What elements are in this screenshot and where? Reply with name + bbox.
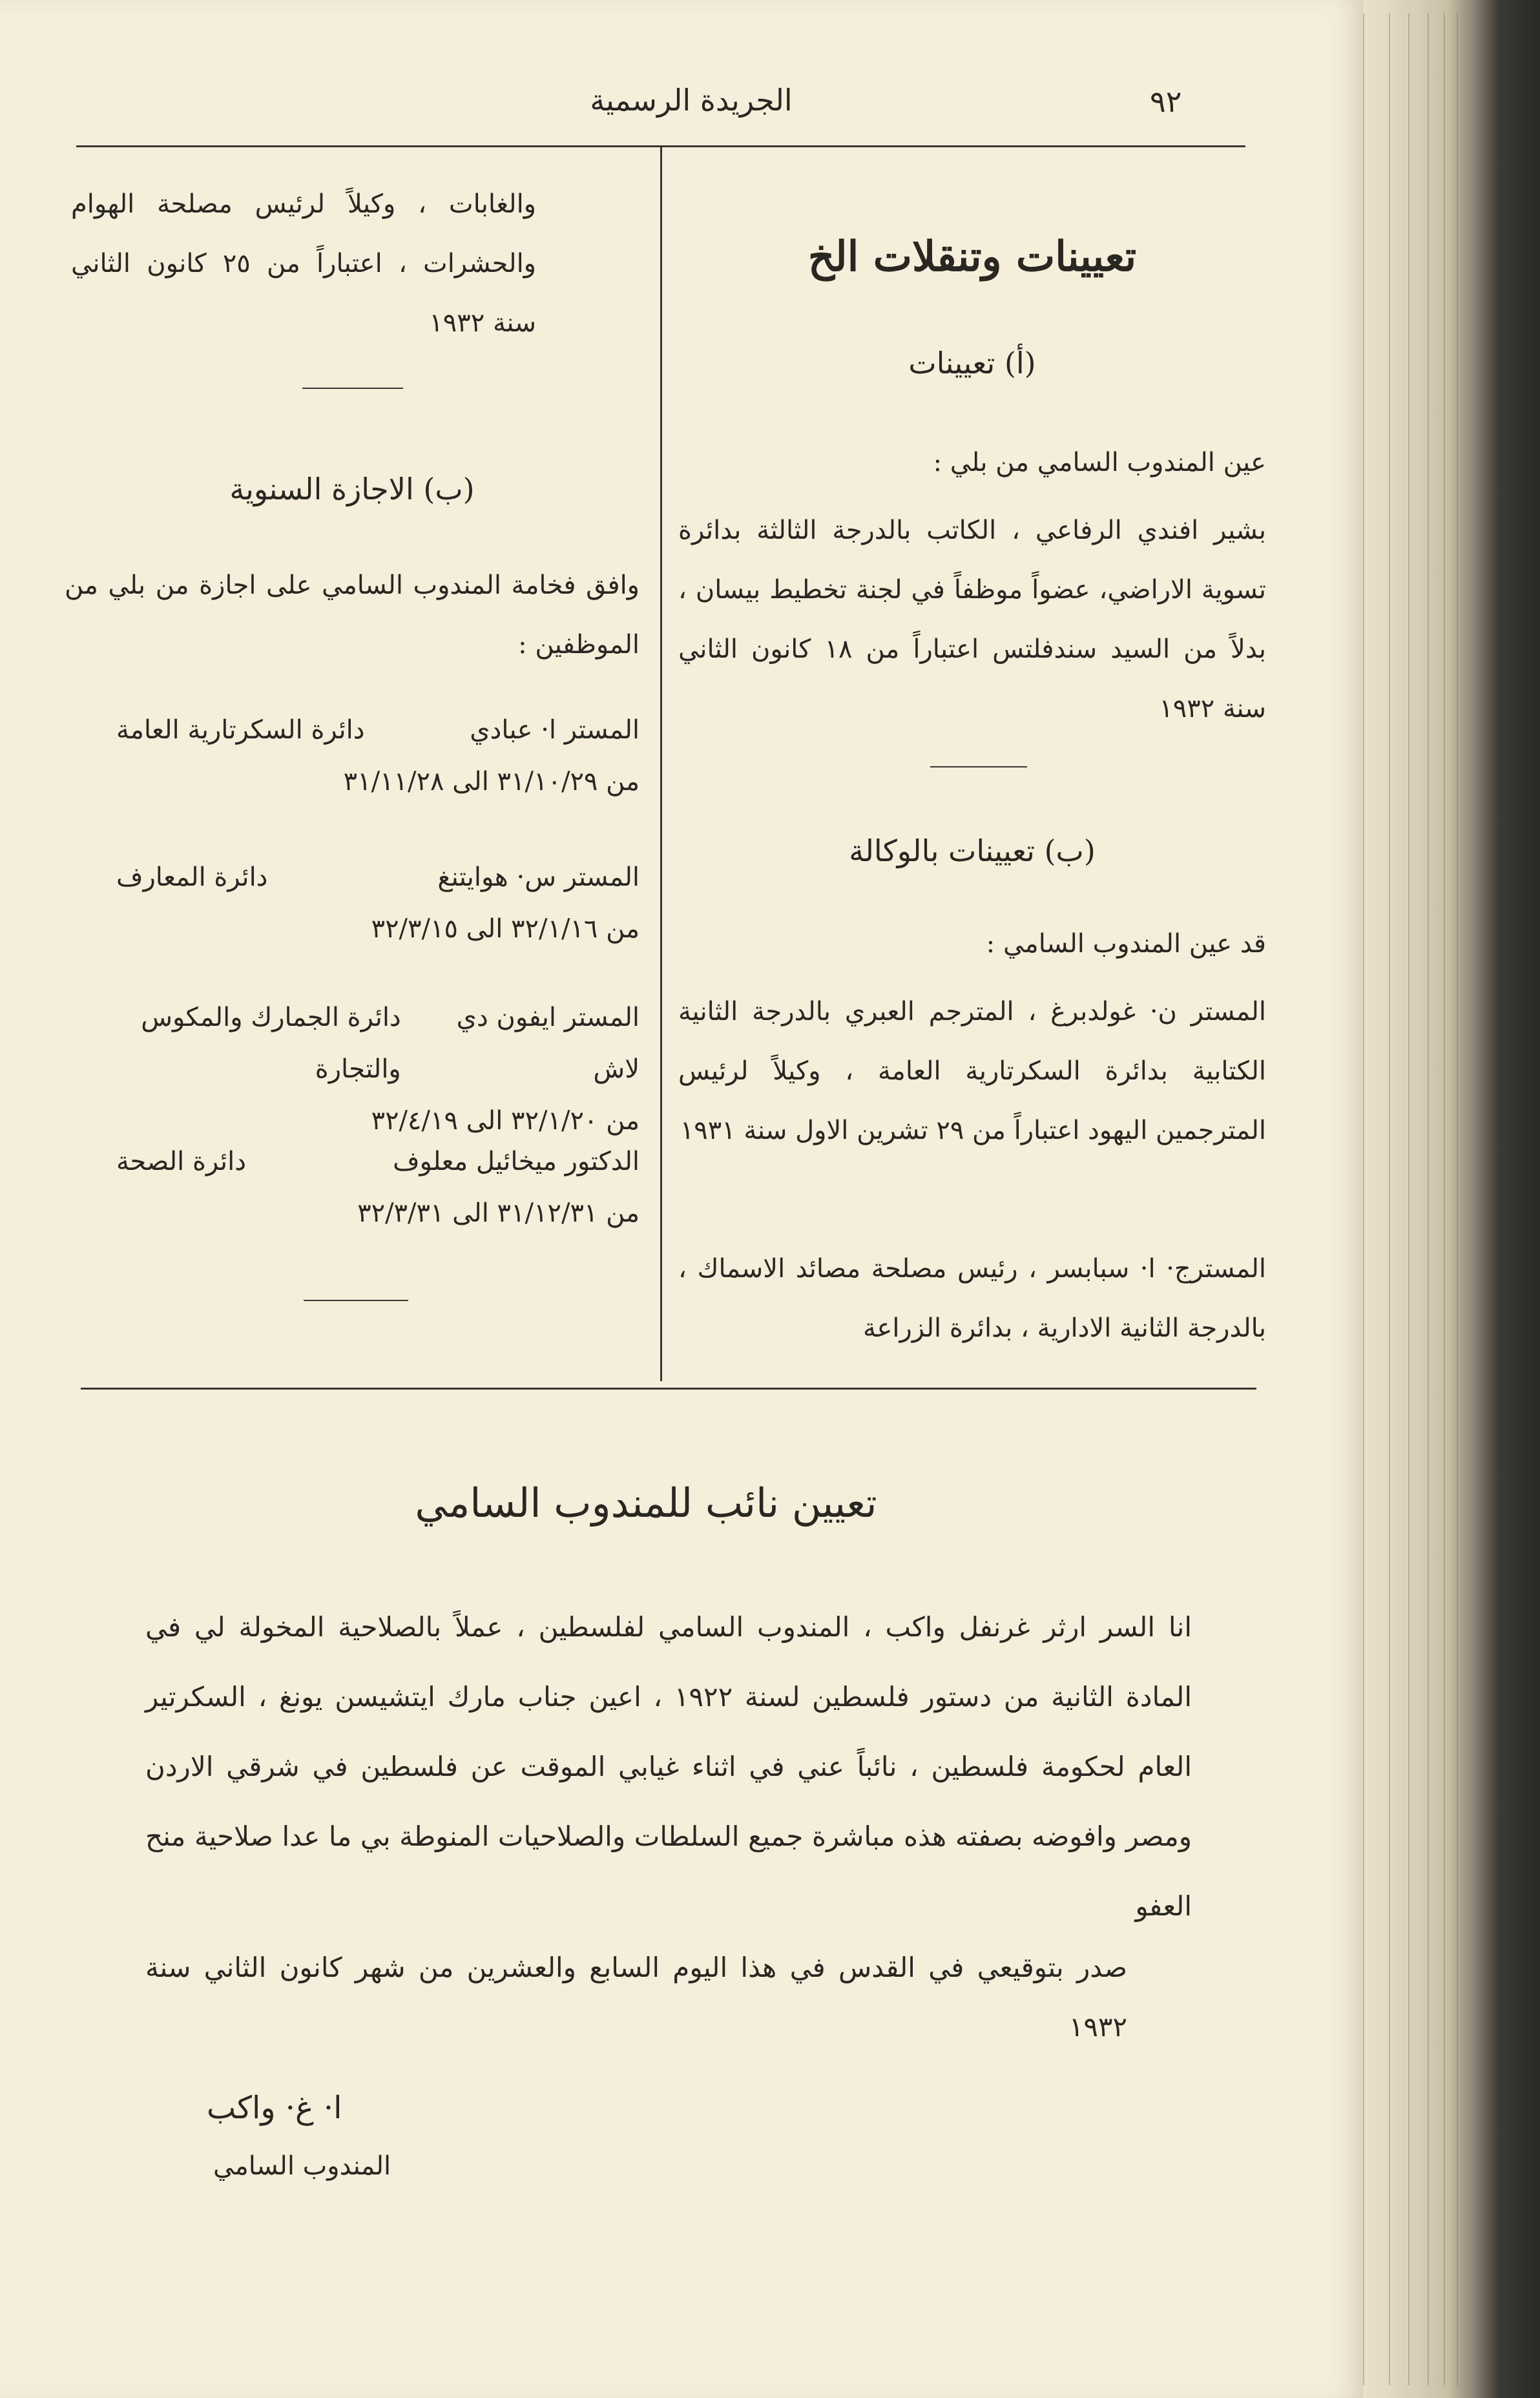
leave-department: دائرة الجمارك والمكوس والتجارة xyxy=(141,1003,401,1084)
leave-dates: من ٣١/١٠/٢٩ الى ٣١/١١/٢٨ xyxy=(343,767,640,797)
separator xyxy=(930,766,1027,767)
deputy-title: تعيين نائب للمندوب السامي xyxy=(415,1479,877,1527)
section-a-body: بشير افندي الرفاعي ، الكاتب بالدرجة الثالثة بدائرة تسوية الاراضي، عضواً موظفاً في لجنة تخطيط بيسان ، بدلاً من السيد سندفلتس اعتباراً من ١٨ كانون الثاني سنة ١٩٣٢ xyxy=(678,516,1266,724)
leave-person-name: الدكتور ميخائيل معلوف xyxy=(393,1147,640,1176)
dated-line: صدر بتوقيعي في القدس في هذا اليوم السابع والعشرين من شهر كانون الثاني سنة ١٩٣٢ xyxy=(145,1952,1127,2043)
leave-dates: من ٣٢/١/٢٠ الى ٣٢/٤/١٩ xyxy=(371,1106,640,1136)
leave-entry xyxy=(65,1136,640,1239)
leave-department: دائرة السكرتارية العامة xyxy=(116,715,365,745)
leave-person-name: المستر ا· عبادي xyxy=(470,715,640,745)
section-a-intro: عين المندوب السامي من بلي : xyxy=(933,448,1266,477)
deputy-paragraph: انا السر ارثر غرنفل واكب ، المندوب السامي لفلسطين ، عملاً بالصلاحية المخولة لي في المادة الثانية من دستور فلسطين لسنة ١٩٢٢ ، اعين جناب مارك ايتشيسن يونغ ، السكرتير العام لحكومة فلسطين ، نائباً عني في اثناء غيابي الموقت عن فلسطين في شرقي الاردن ومصر وافوضه بصفته هذه مباشرة جميع السلطات والصلاحيات المنوطة بي ما عدا صلاحية منح العفو xyxy=(145,1611,1192,1922)
continuation-text: والغابات ، وكيلاً لرئيس مصلحة الهوام والحشرات ، اعتباراً من ٢٥ كانون الثاني سنة ١٩٣٢ xyxy=(71,189,536,338)
leave-intro: وافق فخامة المندوب السامي على اجازة من بلي من الموظفين : xyxy=(65,570,640,660)
leave-entry xyxy=(65,704,640,808)
section-rule xyxy=(81,1388,1256,1390)
column-divider xyxy=(660,147,662,1381)
signature-title: المندوب السامي xyxy=(213,2151,391,2181)
separator xyxy=(302,388,403,389)
page-stack-edge xyxy=(1344,0,1540,2398)
section-a-heading: (أ) تعيينات xyxy=(908,346,1036,381)
section-b-para1: المستر ن· غولدبرغ ، المترجم العبري بالدرجة الثانية الكتابية بدائرة السكرتارية العامة ، وكيلاً لرئيس المترجمين اليهود اعتباراً من ٢٩ تشرين الاول سنة ١٩٣١ xyxy=(678,997,1266,1145)
separator xyxy=(304,1300,408,1301)
leave-dates: من ٣٢/١/١٦ الى ٣٢/٣/١٥ xyxy=(371,914,640,944)
section-b-heading: (ب) تعيينات بالوكالة xyxy=(849,833,1096,868)
page-number: ٩٢ xyxy=(1150,84,1182,119)
leave-dates: من ٣١/١٢/٣١ الى ٣٢/٣/٣١ xyxy=(357,1198,640,1228)
section-b-intro: قد عين المندوب السامي : xyxy=(986,929,1266,959)
section-b-para2: المسترج· ا· سبابسر ، رئيس مصلحة مصائد الاسماك ، بالدرجة الثانية الادارية ، بدائرة الزراعة xyxy=(678,1254,1266,1343)
main-title: تعيينات وتنقلات الخ xyxy=(807,233,1137,281)
leave-person-name: المستر ايفون دي لاش xyxy=(456,1003,640,1084)
leave-person-name: المستر س· هوايتنغ xyxy=(437,862,640,892)
leave-department: دائرة المعارف xyxy=(116,862,268,892)
running-title: الجريدة الرسمية xyxy=(590,83,793,118)
leave-department: دائرة الصحة xyxy=(116,1147,247,1176)
signature-name: ا· غ· واكب xyxy=(207,2090,342,2126)
leave-heading: (ب) الاجازة السنوية xyxy=(229,472,475,506)
leave-entry xyxy=(65,851,640,955)
leave-entry xyxy=(65,992,640,1147)
